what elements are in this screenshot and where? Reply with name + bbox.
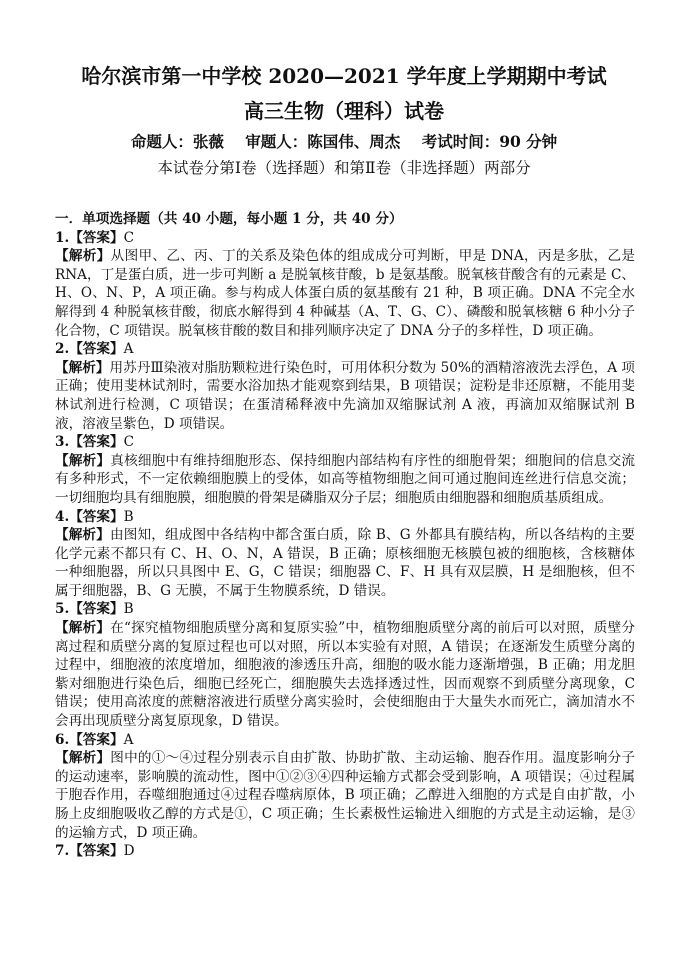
answer-value: C — [123, 229, 134, 246]
explanation-text: 图中的①～④过程分别表示自由扩散、协助扩散、主动运输、胞吞作用。温度影响分子的运动速率，影响膜的流动性，图中①②③④四种运输方式都会受到影响，A 项错误；④过程属于胞吞作用，吞噬细胞通过④过程吞噬病原体，B 项正确；乙醇进入细胞的方式是自由扩散，小肠上皮细胞吸收乙醇的方式是①，C 项正确；生长素极性运输进入细胞的方式是主动运输，是③的运输方式，D 项正确。 — [55, 750, 636, 841]
reviewer-text: 审题人：陈国伟、周杰 — [245, 132, 401, 151]
question-number: 6. — [55, 731, 70, 748]
answer-list — [55, 229, 635, 861]
setter-text: 命题人：张薇 — [130, 132, 224, 151]
question-number: 5. — [55, 601, 70, 618]
explanation-paragraph — [55, 452, 635, 508]
explanation-paragraph — [55, 619, 635, 731]
answer-value: A — [123, 341, 134, 358]
explanation-text: 真核细胞中有维持细胞形态、保持细胞内部结构有序性的细胞骨架；细胞间的信息交流有多种形式，不一定依赖细胞膜上的受体，如高等植物细胞之间可通过胞间连丝进行信息交流；一切细胞均具有细胞膜，细胞膜的骨架是磷脂双分子层；细胞质由细胞器和细胞质基质组成。 — [55, 452, 636, 506]
explanation-tag: 【解析】 — [55, 527, 111, 544]
section-title: 一．单项选择题（共 40 小题，每小题 1 分，共 40 分） — [55, 211, 403, 227]
explanation-text: 由图知，组成图中各结构中都含蛋白质，除 B、G 外都具有膜结构，所以各结构的主要化学元素不都只有 C、H、O、N，A 错误，B 正确；原核细胞无核膜包被的细胞核，含核糖体一种细胞器，所以只具图中 E、G，C 错误；细胞器 C、F、H 具有双层膜，H 是细胞核，但不属于细胞器，B、G 无膜，不属于生物膜系统，D 错误。 — [55, 527, 636, 599]
answer-line — [55, 600, 635, 619]
answer-tag: 【答案】 — [69, 229, 124, 246]
explanation-text: 用苏丹Ⅲ染液对脂肪颗粒进行染色时，可用体积分数为 50%的酒精溶液洗去浮色，A 项正确；使用斐林试剂时，需要水浴加热才能观察到结果，B 项错误；淀粉是非还原糖，不能用斐林试剂进行检测，C 项错误；在蛋清稀释液中先滴加双缩脲试剂 A 液，再滴加双缩脲试剂 B 液，溶液呈紫色，D 项错误。 — [55, 359, 636, 432]
question-number: 1. — [55, 229, 70, 246]
answer-tag: 【答案】 — [69, 434, 124, 451]
exam-title: 哈尔滨市第一中学校 2020—2021 学年度上学期期中考试 — [81, 64, 607, 88]
answer-line — [55, 340, 635, 359]
explanation-tag: 【解析】 — [55, 359, 110, 376]
question-number: 3. — [55, 434, 70, 451]
answer-tag: 【答案】 — [69, 601, 124, 618]
answer-content — [55, 210, 635, 861]
explanation-paragraph — [55, 749, 635, 842]
explanation-tag: 【解析】 — [55, 750, 111, 767]
explanation-text: 从图甲、乙、丙、丁的关系及染色体的组成成分可判断，甲是 DNA，丙是多肽，乙是 RNA，丁是蛋白质，进一步可判断 a 是脱氧核苷酸，b 是氨基酸。脱氧核苷酸含有的元素是 C、H、O、N、P，A 项正确。参与构成人体蛋白质的氨基酸有 21 种，B 项正确。DNA 不完全水解得到 4 种脱氧核苷酸，彻底水解得到 4 种碱基（A、T、G、C）、磷酸和脱氧核糖 6 种小分子化合物，C 项错误。脱氧核苷酸的数目和排列顺序决定了 DNA 分子的多样性，D 项正确。 — [55, 248, 635, 339]
answer-line — [55, 229, 635, 248]
answer-line — [55, 508, 635, 527]
explanation-tag: 【解析】 — [55, 452, 111, 469]
question-number: 4. — [55, 508, 70, 525]
answer-value: C — [123, 434, 134, 451]
explanation-tag: 【解析】 — [55, 248, 111, 265]
answer-tag: 【答案】 — [69, 508, 124, 525]
explanation-paragraph — [55, 359, 635, 433]
answer-tag: 【答案】 — [69, 731, 124, 748]
exam-time-text: 考试时间：90 分钟 — [421, 132, 558, 151]
explanation-tag: 【解析】 — [55, 620, 111, 637]
answer-line — [55, 842, 635, 861]
answer-value: D — [123, 843, 135, 860]
answer-value: B — [123, 508, 134, 525]
explanation-text: 在“探究植物细胞质壁分离和复原实验”中，植物细胞质壁分离的前后可以对照，质壁分离过程和质壁分离的复原过程也可以对照，所以本实验有对照，A 错误；在逐渐发生质壁分离的过程中，细胞液的浓度增加，细胞液的渗透压升高，细胞的吸水能力逐渐增强，B 正确；用龙胆紫对细胞进行染色后，细胞已经死亡，细胞膜失去选择透过性，因而观察不到质壁分离现象，C 错误；使用高浓度的蔗糖溶液进行质壁分离实验时，会使细胞由于大量失水而死亡，滴加清水不会再出现质壁分离复原现象，D 错误。 — [55, 620, 636, 730]
explanation-paragraph — [55, 526, 635, 600]
answer-value: A — [123, 731, 134, 748]
exam-subtitle: 高三生物（理科）试卷 — [244, 99, 444, 123]
answer-tag: 【答案】 — [69, 843, 124, 860]
answer-line — [55, 731, 635, 750]
answer-tag: 【答案】 — [69, 341, 124, 358]
question-number: 7. — [55, 843, 70, 860]
answer-value: B — [123, 601, 134, 618]
explanation-paragraph — [55, 247, 635, 340]
question-number: 2. — [55, 341, 70, 358]
answer-line — [55, 433, 635, 452]
exam-structure-note: 本试卷分第Ⅰ卷（选择题）和第Ⅱ卷（非选择题）两部分 — [157, 159, 531, 177]
exam-meta — [0, 130, 688, 152]
